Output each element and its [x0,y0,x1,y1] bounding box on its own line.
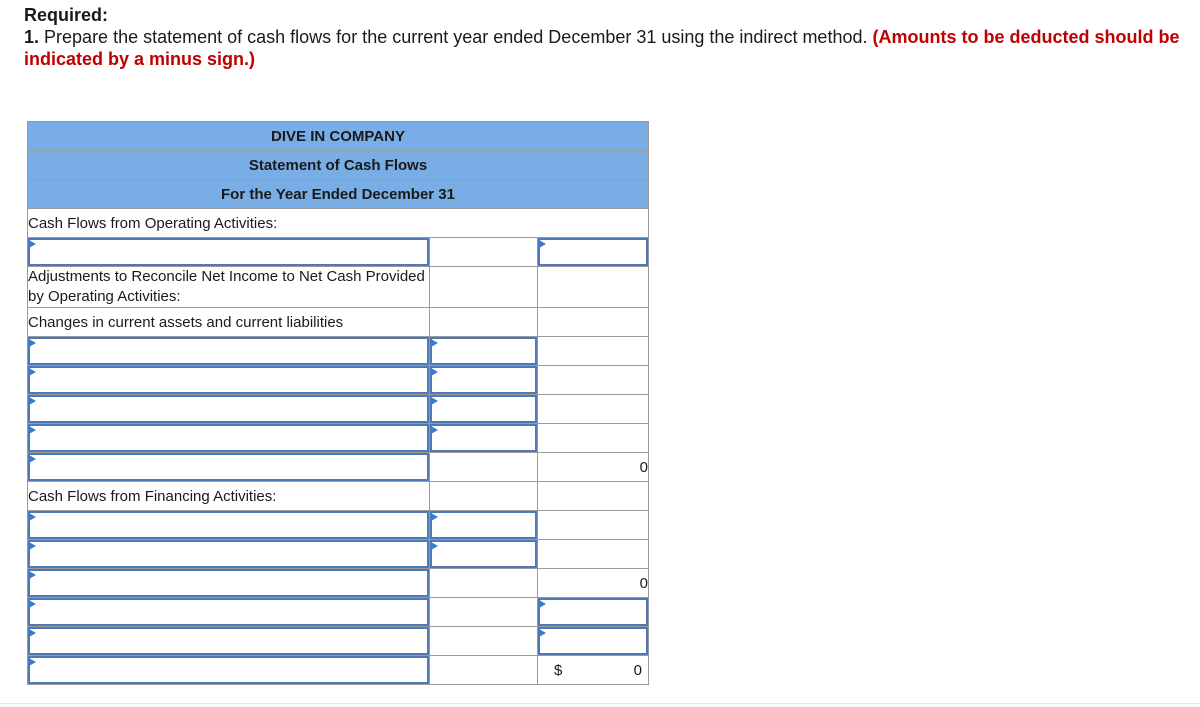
blank-cell [430,627,538,656]
ending-cash-label-input[interactable] [28,656,430,685]
adjustments-label: Adjustments to Reconcile Net Income to Net Cash Provided by Operating Activities: [28,267,430,308]
net-change-label-input[interactable] [28,598,430,627]
requirement-text [24,26,1184,70]
cash-flow-statement-table [27,121,649,685]
blank-cell [538,267,649,308]
instructions [24,4,1184,70]
bottom-divider [0,703,1200,704]
changes-label: Changes in current assets and current liabilities [28,308,430,337]
table-row [28,598,649,627]
table-row [28,656,649,685]
financing-amount-input[interactable] [430,511,538,540]
table-row [28,627,649,656]
blank-cell [538,540,649,569]
adjustment-label-input[interactable] [28,337,430,366]
beginning-cash-label-input[interactable] [28,627,430,656]
adjustment-amount-input[interactable] [430,424,538,453]
table-row [28,209,649,238]
blank-cell [430,569,538,598]
blank-cell [538,511,649,540]
blank-cell [430,598,538,627]
adjustment-amount-input[interactable] [430,366,538,395]
financing-amount-input[interactable] [430,540,538,569]
blank-cell [538,482,649,511]
blank-cell [430,308,538,337]
table-row [28,395,649,424]
blank-cell [538,395,649,424]
blank-cell [538,308,649,337]
adjustment-label-input[interactable] [28,395,430,424]
table-row [28,424,649,453]
table-row [28,366,649,395]
financing-total-label-input[interactable] [28,569,430,598]
ending-cash-total-value: 0 [633,662,642,679]
blank-cell [538,366,649,395]
header-row-title [28,151,649,180]
adjustment-amount-input[interactable] [430,395,538,424]
blank-cell [430,238,538,267]
table-row [28,453,649,482]
blank-cell [430,453,538,482]
header-row-period [28,180,649,209]
statement-period: For the Year Ended December 31 [28,180,649,209]
adjustment-label-input[interactable] [28,366,430,395]
statement-title: Statement of Cash Flows [28,151,649,180]
requirement-body: Prepare the statement of cash flows for the current year ended December 31 using the indirect method. [44,27,868,47]
table-row [28,569,649,598]
table-row [28,540,649,569]
financing-activities-label: Cash Flows from Financing Activities: [28,482,430,511]
company-name: DIVE IN COMPANY [28,122,649,151]
financing-total-value: 0 [538,569,649,598]
net-income-label-input[interactable] [28,238,430,267]
operating-total-label-input[interactable] [28,453,430,482]
ending-cash-total-cell [538,656,649,685]
blank-cell [538,337,649,366]
financing-label-input[interactable] [28,511,430,540]
table-row [28,482,649,511]
beginning-cash-amount-input[interactable] [538,627,649,656]
header-row-company [28,122,649,151]
requirement-number: 1. [24,27,40,47]
net-change-amount-input[interactable] [538,598,649,627]
operating-total-value: 0 [538,453,649,482]
blank-cell [430,656,538,685]
requirement-note: (Amounts to be deducted should be indicated by a minus sign.) [24,27,1180,69]
adjustment-label-input[interactable] [28,424,430,453]
table-row [28,238,649,267]
blank-cell [430,267,538,308]
operating-activities-label: Cash Flows from Operating Activities: [28,209,649,238]
table-row [28,267,649,308]
required-heading: Required: [24,5,109,25]
dollar-sign: $ [554,662,563,679]
net-income-amount-input[interactable] [538,238,649,267]
table-row [28,337,649,366]
blank-cell [430,482,538,511]
table-row [28,511,649,540]
financing-label-input[interactable] [28,540,430,569]
adjustment-amount-input[interactable] [430,337,538,366]
blank-cell [538,424,649,453]
table-row [28,308,649,337]
